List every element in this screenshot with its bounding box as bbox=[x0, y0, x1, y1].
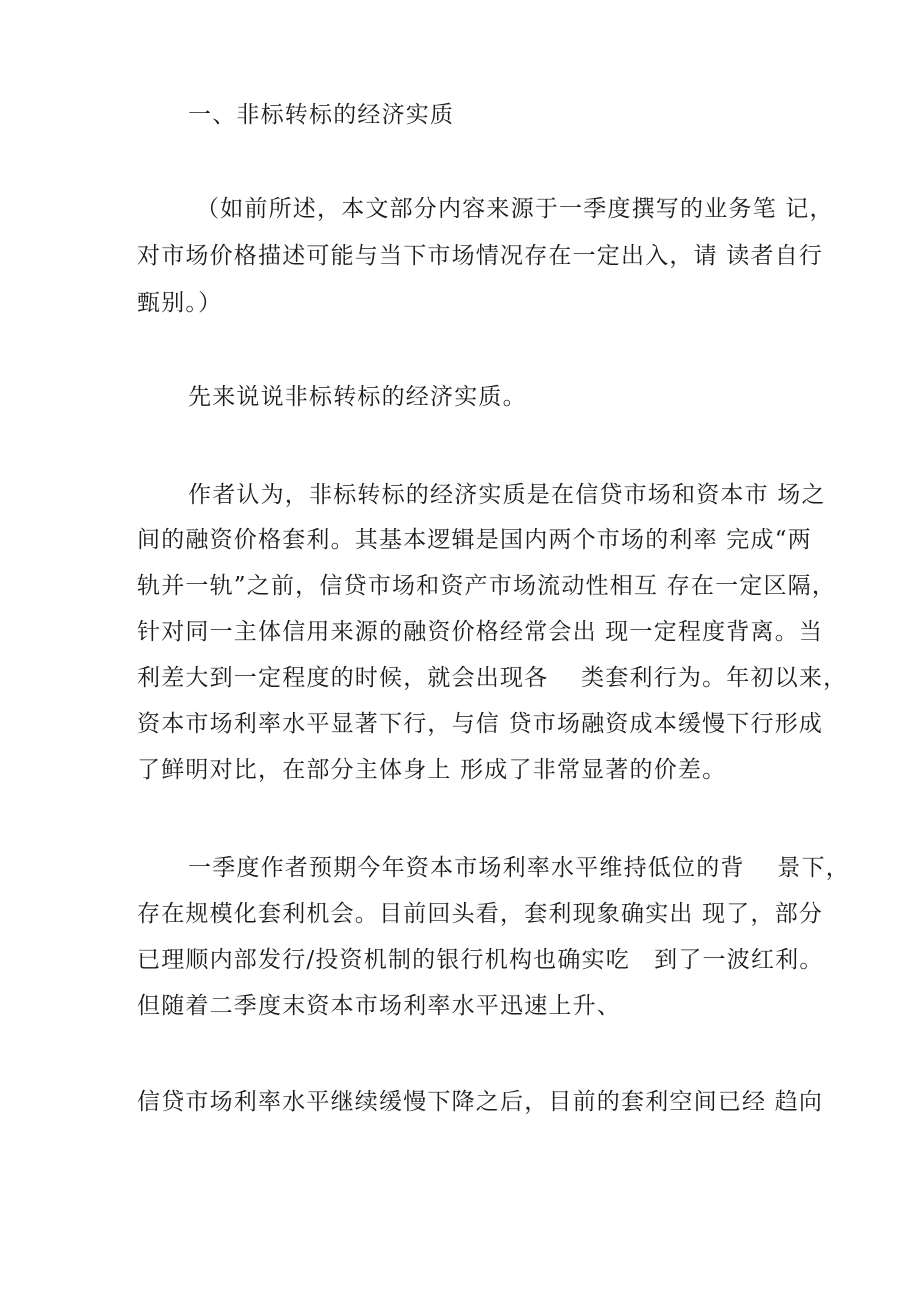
paragraph-2-line-6: 资本市场利率水平显著下行，与信 贷市场融资成本缓慢下行形成 bbox=[137, 711, 824, 737]
paragraph-2-line-5: 利差大到一定程度的时候，就会出现各 类套利行为。年初以来， bbox=[137, 665, 848, 691]
paragraph-4-line-1: 信贷市场利率水平继续缓慢下降之后，目前的套利空间已经 趋向 bbox=[137, 1089, 824, 1115]
paragraph-3-line-3: 已理顺内部发行/投资机制的银行机构也确实吃 到了一波红利。 bbox=[137, 947, 824, 973]
paragraph-1-line-1: 先来说说非标转标的经济实质。 bbox=[188, 384, 527, 410]
paragraph-2-line-1: 作者认为，非标转标的经济实质是在信贷市场和资本市 场之 bbox=[188, 482, 826, 508]
paragraph-2-line-3: 轨并一轨”之前，信贷市场和资产市场流动性相互 存在一定区隔， bbox=[137, 573, 837, 599]
paragraph-2-line-2: 间的融资价格套利。其基本逻辑是国内两个市场的利率 完成“两 bbox=[137, 527, 812, 553]
paragraph-2-line-7: 了鲜明对比，在部分主体身上 形成了非常显著的价差。 bbox=[137, 757, 727, 783]
paragraph-3-line-1: 一季度作者预期今年资本市场利率水平维持低位的背 景下， bbox=[188, 855, 850, 881]
note-line-3: 甄别。） bbox=[137, 290, 223, 316]
paragraph-3-line-4: 但随着二季度末资本市场利率水平迅速上升、 bbox=[137, 993, 621, 1019]
note-line-2: 对市场价格描述可能与当下市场情况存在一定出入，请 读者自行 bbox=[137, 243, 824, 269]
section-heading: 一、非标转标的经济实质 bbox=[188, 102, 455, 128]
paragraph-2-line-4: 针对同一主体信用来源的融资价格经常会出 现一定程度背离。当 bbox=[137, 619, 824, 645]
paragraph-3-line-2: 存在规模化套利机会。目前回头看，套利现象确实出 现了，部分 bbox=[137, 901, 824, 927]
note-line-1: （如前所述，本文部分内容来源于一季度撰写的业务笔 记， bbox=[196, 196, 834, 222]
